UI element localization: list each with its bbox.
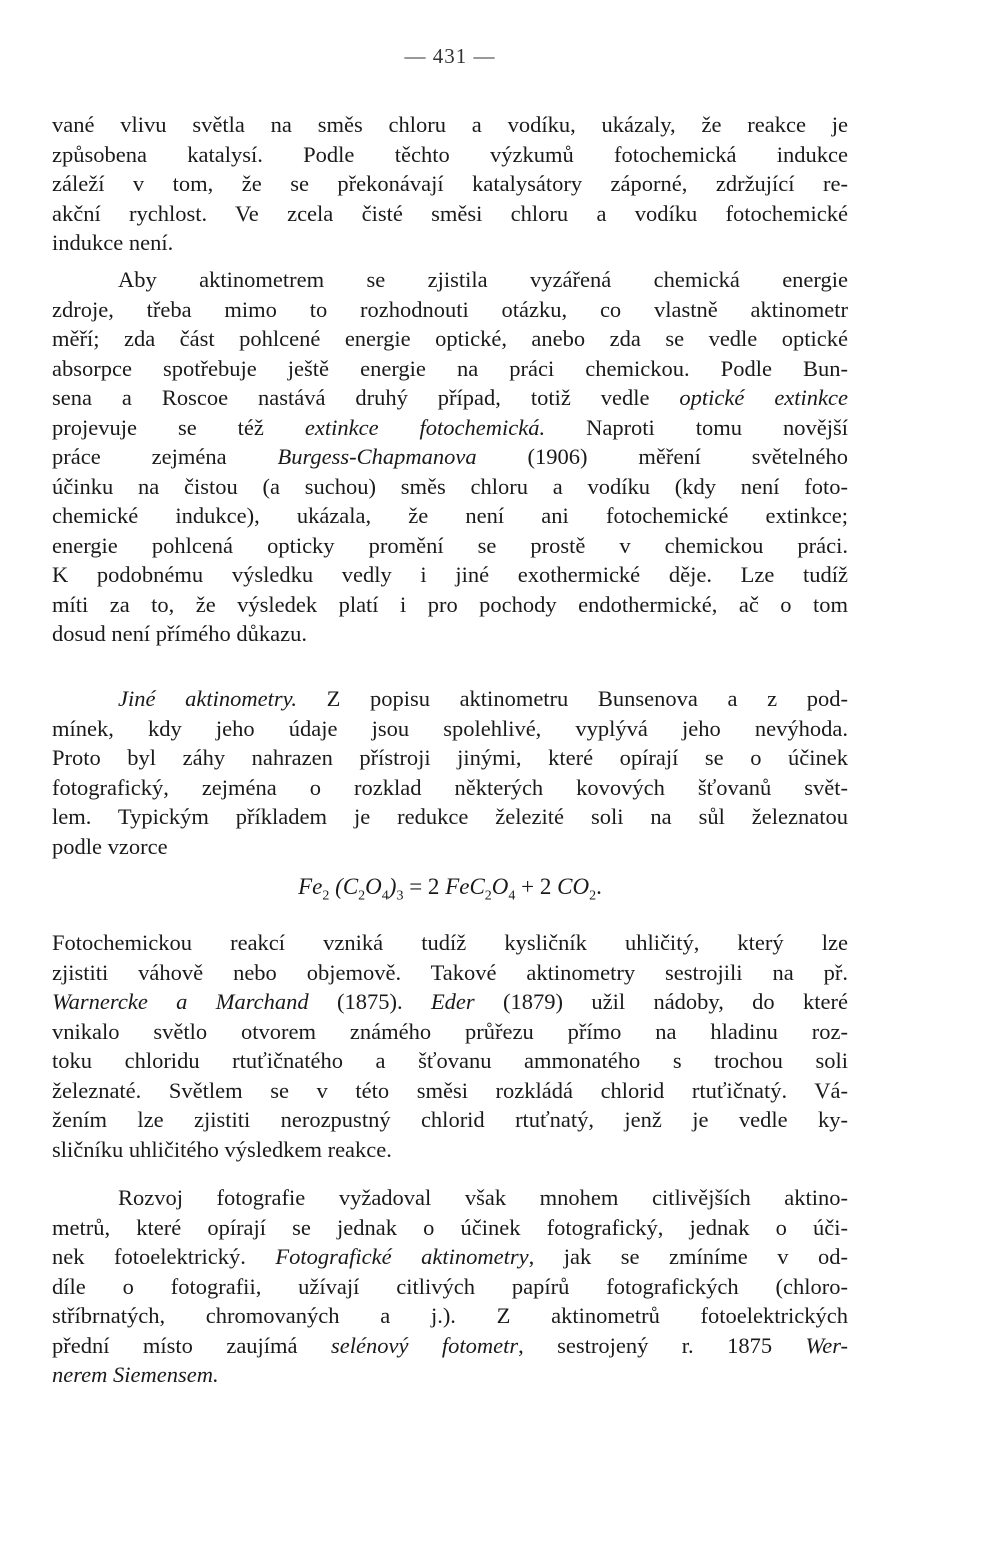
- paragraph-2: [52, 265, 848, 649]
- text-run: , jak se zmíníme v od-: [528, 1244, 848, 1269]
- paragraph-5: [52, 1183, 848, 1390]
- text-line: zjistiti váhově nebo objemově. Takové aktinometry sestrojili na př.: [52, 959, 848, 985]
- text-line: Proto byl záhy nahrazen přístroji jinými, které opírají se o účinek: [52, 745, 848, 770]
- text-line: Rozvoj fotografie vyžadoval však mnohem citlivějších aktino-: [118, 1185, 848, 1210]
- paragraph-1: [52, 110, 848, 258]
- italic-author: Wer-: [805, 1332, 848, 1358]
- text-line: zdroje, třeba mimo to rozhodnouti otázku, co vlastně aktinometr: [52, 296, 848, 322]
- text-line: K podobnému výsledku vedly i jiné exothermické děje. Lze tudíž: [52, 562, 848, 587]
- text-line: stříbrnatých, chromovaných a j.). Z aktinometrů fotoelektrických: [52, 1303, 848, 1328]
- text-run: Naproti tomu novější: [545, 414, 849, 440]
- text-line: díle o fotografii, užívají citlivých papírů fotografických (chloro-: [52, 1273, 848, 1299]
- text-line: vané vlivu světla na směs chloru a vodíku, ukázaly, že reakce je: [52, 112, 848, 137]
- chemical-formula: $Fe_2$ $(C_2O_4)_3 = 2$ $FeC_2O_4 + 2$ $CO_2$.: [298, 874, 602, 904]
- text-line: fotografický, zejména o rozklad některých kovových šťovanů svět-: [52, 774, 848, 800]
- text-line: vnikalo světlo otvorem známého průřezu přímo na hladinu roz-: [52, 1018, 848, 1044]
- text-run: (1875).: [308, 989, 431, 1014]
- text-run: projevuje se též: [52, 414, 264, 440]
- text-run: sena a Roscoe nastává druhý případ, totiž vedle: [52, 385, 650, 410]
- text-line: absorpce spotřebuje ještě energie na práci chemickou. Podle Bun-: [52, 355, 848, 381]
- text-line: Fotochemickou reakcí vzniká tudíž kysličník uhličitý, který lze: [52, 930, 848, 955]
- italic-term: selénový fotometr: [330, 1332, 519, 1358]
- italic-author: nerem Siemensem.: [52, 1362, 219, 1387]
- paragraph-3: [52, 684, 848, 861]
- text-run: Z popisu aktinometru Bunsenova a z pod-: [296, 686, 848, 711]
- text-run: (1906) měření světelného: [476, 444, 849, 469]
- text-line: způsobena katalysí. Podle těchto výzkumů fotochemická indukce: [52, 141, 848, 167]
- italic-term: extinkce fotochemická.: [304, 414, 546, 440]
- text-line: dosud není přímého důkazu.: [52, 621, 307, 646]
- text-line: účinku na čistou (a suchou) směs chloru a vodíku (kdy není foto-: [52, 473, 848, 499]
- italic-author: Eder: [430, 989, 475, 1014]
- text-line: energie pohlcená opticky promění se prostě v chemickou práci.: [52, 532, 848, 558]
- text-run: práce zejména: [52, 444, 227, 469]
- section-heading: Jiné aktinometry.: [118, 686, 297, 711]
- text-run: (1879) užil nádoby, do které: [474, 989, 848, 1014]
- text-line: žením lze zjistiti nerozpustný chlorid rtuťnatý, jenž je vedle ky-: [52, 1107, 848, 1132]
- text-line: mínek, kdy jeho údaje jsou spolehlivé, vyplývá jeho nevýhoda.: [52, 715, 848, 741]
- text-line: [52, 413, 848, 443]
- text-line: míti za to, že výsledek platí i pro pochody endothermické, ač o tom: [52, 591, 848, 617]
- text-line: sličníku uhličitého výsledkem reakce.: [52, 1136, 392, 1162]
- text-run: nek fotoelektrický.: [52, 1244, 276, 1269]
- text-line: měří; zda část pohlcené energie optické, anebo zda se vedle optické: [52, 326, 848, 351]
- text-line: železnaté. Světlem se v této směsi rozkládá chlorid rtuťičnatý. Vá-: [52, 1077, 848, 1103]
- text-line: záleží v tom, že se překonávají katalysátory záporné, zdržující re-: [52, 171, 848, 196]
- text-line: [52, 1242, 848, 1272]
- page-number: — 431 —: [404, 44, 496, 68]
- text-line: [52, 442, 848, 472]
- text-run: přední místo zaujímá: [52, 1332, 331, 1358]
- paragraph-4: [52, 928, 848, 1164]
- text-line: [52, 987, 848, 1017]
- italic-term: optické extinkce: [679, 385, 848, 410]
- text-line: [52, 1331, 848, 1361]
- text-line: akční rychlost. Ve zcela čisté směsi chloru a vodíku fotochemické: [52, 200, 848, 226]
- text-line: Aby aktinometrem se zjistila vyzářená chemická energie: [118, 267, 848, 292]
- text-line: [52, 1360, 848, 1390]
- text-line: chemické indukce), ukázala, že není ani fotochemické extinkce;: [52, 503, 848, 528]
- text-line: toku chloridu rtuťičnatého a šťovanu ammonatého s trochou soli: [52, 1048, 848, 1073]
- text-line: indukce není.: [52, 230, 174, 255]
- text-line: metrů, které opírají se jednak o účinek fotografický, jednak o úči-: [52, 1214, 848, 1240]
- text-line: [52, 684, 848, 714]
- text-line: lem. Typickým příkladem je redukce železité soli na sůl železnatou: [52, 804, 848, 829]
- italic-term: Fotografické aktinometry: [275, 1244, 529, 1269]
- italic-author: Warnercke a Marchand: [52, 989, 309, 1014]
- text-line: [52, 383, 848, 413]
- italic-author: Burgess-Chapmanova: [277, 444, 477, 469]
- text-line: podle vzorce: [52, 833, 168, 859]
- text-run: , sestrojený r. 1875: [518, 1332, 806, 1358]
